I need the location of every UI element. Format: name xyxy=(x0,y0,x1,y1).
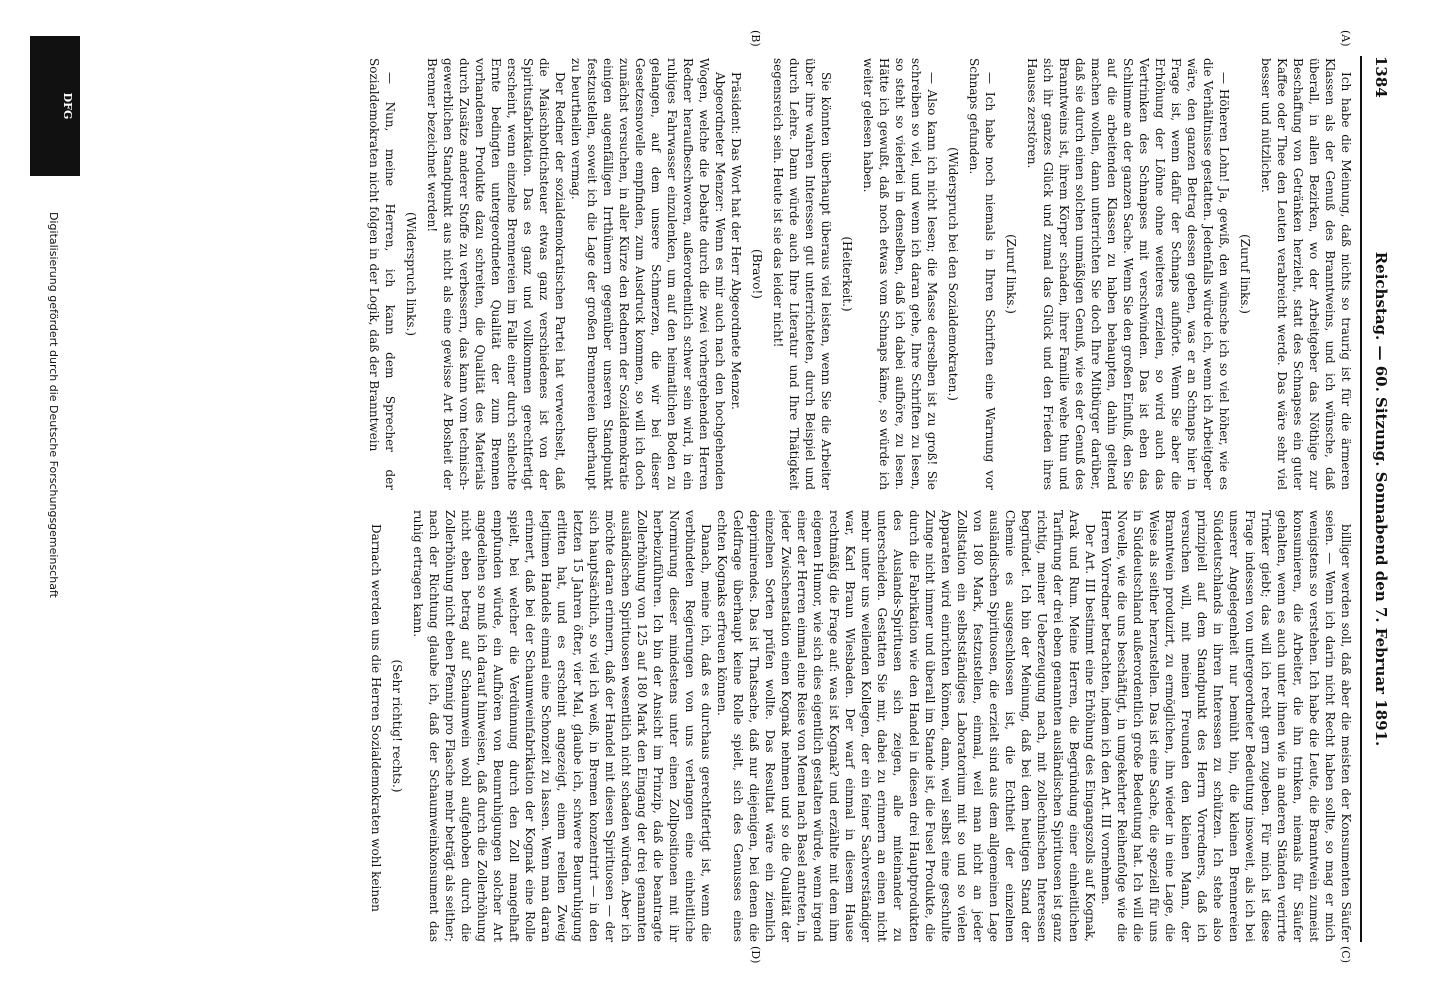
header-rule xyxy=(1360,56,1362,942)
paragraph: billiger werden soll, daß aber die meisten der Konsumenten Säufer seien. — Wenn ich darin nicht Recht haben sollte, so mag er mich wenigstens so verstehen. Ich habe die Leute, die Branntwein zumeist konsumieren, die Arbeiter, die ihn trinken, niemals für Säufer gehalten, wenn es auch unter ihnen wie in anderen Ständen verirrte Trinker giebt; das will ich recht gern zugeben. Für mich ist diese Frage indessen von untergeordneter Bedeutung insoweit, als ich bei unserer Angelegenheit nur bemüht bin, die kleinen Brennereien Süddeutschlands in ihren Interessen zu schützen. Ich stehe also prinzipiell auf dem Standpunkt des Herrn Vorredners, daß ich versuchen will, mit meinen Freunden den kleinen Mann, der Branntwein produzirt, zu ermöglichen, ihn wieder in eine Lage, die Weise als seither herzustellen. Das ist eine Sache, die speziell für uns in Süddeutschland außerordentlich große Bedeutung hat. Ich will die Novelle, wie die uns beschäftigt, in umgekehrter Reihenfolge wie die Herren Vorredner betrachten, indem ich den Art. III vornehmen. xyxy=(1099,510,1353,942)
paragraph: (Heiterkeit.) xyxy=(840,236,854,312)
paragraph: (Zuruf links.) xyxy=(1238,234,1252,314)
paragraph: Präsident: Das Wort hat der Herr Abgeordnete Menzer. xyxy=(729,72,743,410)
page-header xyxy=(1362,56,1390,942)
margin-marker-a: (A) xyxy=(1339,30,1352,47)
paragraph: — Nun, meine Herren, ich kann dem Sprecher der Sozialdemokraten nicht folgen in der Logik, daß der Branntwein xyxy=(367,58,397,490)
digitization-credit: Digitalisierung gefördert durch die Deutsche Forschungsgemeinschaft xyxy=(47,212,60,598)
margin-marker-b: (B) xyxy=(749,30,762,47)
paragraph: Ich habe die Meinung, daß nichts so traurig ist für die ärmeren Klassen als der Genuß des Branntweins, und ich wünsche, daß überall, in allen Bezirken, wo der Arbeitgeber das Nöthige zur Beschaffung von Getränken herzieht, statt des Schnapses ein guter Kaffee oder Thee den Leuten verabreicht werde. Das wäre sehr viel besser und nützlicher. xyxy=(1259,58,1353,490)
paragraph: Darnach werden uns die Herren Sozialdemokraten wohl keinen xyxy=(369,524,383,912)
paragraph: (Zuruf links.) xyxy=(1004,234,1018,314)
paragraph: (Sehr richtig! rechts.) xyxy=(390,659,404,793)
paragraph: — Ich habe noch niemals in Ihren Schriften eine Warnung vor Schnaps gefunden. xyxy=(967,58,997,490)
margin-marker-d: (D) xyxy=(749,946,762,964)
margin-marker-c: (C) xyxy=(1339,946,1352,963)
paragraph: (Bravo!) xyxy=(750,249,764,299)
paragraph: — Höheren Lohn! Ja, gewiß, den wünsche ich so viel höher, wie es die Verhältnisse gestatten. Jedenfalls würde ich, wenn ich Arbeitgeber wäre, den ganzen Betrag dessen geben, was er an Schnaps hier in Frage ist, wenn dafür der Schnaps aufhörte. Wenn Sie aber die Erhöhung der Löhne ohne weiteres erzielen, so wird auch das Vertrinken des Schnapses mit verschwinden. Das ist eben das Schlimme an der ganzen Sache. Wenn Sie den großen Einfluß, den Sie auf die arbeitenden Klassen zu haben behaupten, dahin geltend machen wollen, dann unterrichten Sie doch Ihre Mitbürger darüber, daß sie durch einen solchen unmäßigen Genuß, wie es der Genuß des Branntweins ist, ihrem Körper schaden, ihrer Familie wehe thun und sich ihr ganzes Glück und zumal das Glück und den Frieden ihres Hauses zerstören. xyxy=(1025,58,1231,490)
left-text-column xyxy=(154,58,1354,490)
paragraph: — Also kann ich nicht lesen; die Masse derselben ist zu groß! Sie schreiben so viel, und wenn ich daran gehe, Ihre Schriften zu lesen, so steht so vielerlei in denselben, daß ich dabei aufhöre, zu lesen. Hätte ich gewußt, daß noch etwas vom Schnaps käme, so würde ich weiter gelesen haben. xyxy=(861,58,939,490)
paragraph: Sie könnten überhaupt überaus viel leisten, wenn Sie die Arbeiter über ihre wahren Interessen gut unterrichteten, durch Beispiel und durch Lehre. Dann würde auch Ihre Literatur und Ihre Thätigkeit segensreich sein. Heute ist sie das leider nicht! xyxy=(771,58,833,490)
running-title: Reichstag. — 60. Sitzung. Sonnabend den 7. Februar 1891. xyxy=(1372,251,1390,747)
dfg-stamp: DFG xyxy=(30,36,80,176)
paragraph: Abgeordneter Menzer: Wenn es mir auch nach den hochgehenden Wogen, welche die Debatte durch die zwei vorhergehenden Herren Redner heraufbeschworen, außerordentlich schwer sein wird, in ein ruhiges Fahrwasser einzulenken, um auf den heimatlichen Boden zu gelangen, auf dem unsere Schmerzen, die wir bei dieser Gesetzesnovelle empfinden, zum Ausdruck kommen, so will ich doch zunächst versuchen, in aller Kürze den Rednern der Sozialdemokratie einigen augenfälligen Irrthümern gegenüber unseren Standpunkt festzustellen, soweit ich die Lage der großen Brennereien überhaupt zu beurtheilen vermag. xyxy=(569,58,727,490)
right-text-column xyxy=(154,510,1354,942)
paragraph: Danach, meine ich, daß es durchaus gerechtfertigt ist, wenn die verbündeten Regierungen von uns verlangen eine einheitliche Normirung dieser mindestens unter einen Zollpositionen mit ihr herbeizuführen. Ich bin der Ansicht im Prinzip, daß die beantragte Zollerhöhung von 125 auf 180 Mark den Eingang der drei genannten ausländischen Spirituosen wesentlich nicht schaden würden. Aber ich möchte daran erinnern, daß der Handel mit diesen Spirituosen — der sich hauptsächlich, so viel ich weiß, in Bremen konzentrirt — in den letzten 15 Jahren öfter, vier Mal, glaube ich, schwere Beunruhigung erlitten hat, und es erscheint angezeigt, einem reellen Zweig legitimen Handels einmal eine Schonzeit zu lassen. Wenn man daran erinnert, daß bei der Schaumweinfabrikation der Kognak eine Rolle spielt, bei welcher die Verdünnung durch den Zoll mangelhaft empfunden würde, ein Aufhören von Beunruhigungen solcher Art angedeihen so muß ich darauf hinweisen, daß durch die Zollerhöhung nicht eben betrag auf Schaumwein wohl aufgehoben durch die Zollerhöhung nicht eben Pfennig pro Flasche mehr beträgt als seither; nach der Richtung glaube ich, daß der Schaumweinkonsument das ruhig ertragen kann. xyxy=(411,510,713,942)
paragraph: (Widerspruch links.) xyxy=(404,211,418,337)
paragraph: Der Art. III bestimmt eine Erhöhung des Eingangszolls auf Kognak, Arak und Rum. Meine Herren, die Begründung einer einheitlichen Tarifirung der drei eben genannten ausländischen Spirituosen ist ganz richtig, meiner Ueberzeugung nach, mit zollechnischen Interessen begründet. Ich bin der Meinung, daß bei dem heutigen Stand der Chemie es ausgeschlossen ist, die Echtheit der einzelnen ausländischen Spirituosen, die erzielt sind aus dem allgemeinen Lage von 180 Mark, festzustellen, einmal, weil man nicht an jeder Zollstation ein selbstständiges Laboratorium mit so und so vielen Apparaten wird einrichten können, dann, weil selbst eine geschulte Zunge nicht immer und überall im Stande ist, die Fusel Produkte, die durch die Fabrikation wie den Handel in diesen drei Hauptprodukten des Auslands-Spiritusen sich zeigen, alle miteinander zu unterscheiden. Gestatten Sie mir, dabei zu erinnern an einen nicht mehr unter uns weilenden Kollegen, der ein feiner Sachverständiger war, Karl Braun Wiesbaden. Der warf einmal in diesem Hause rechtmäßig die Frage auf: was ist Kognak? und erzählte mit dem ihm eigenen Humor, wie sich dies eigentlich gestalten würde, wenn irgend einer der Herren einmal eine Reise von Memel nach Basel antreten, in jeder Zwischenstation einen Kognak nehmen und so die Qualität der einzelnen Sorten prüfen wollte. Das Resultat wäre ein ziemlich deprimirendes. Das ist Thatsache, daß nur diejenigen, bei denen die Geldfrage überhaupt keine Rolle spielt, sich des Genusses eines echten Kognaks erfreuen können. xyxy=(715,510,1097,942)
paragraph: (Widerspruch bei den Sozialdemokraten.) xyxy=(946,147,960,401)
page-number: 1384 xyxy=(1372,56,1390,98)
paragraph: Der Redner der sozialdemokratischen Partei hat verwechselt, daß die Maischbottichsteuer etwas ganz verschiedenes ist von der Spiritusfabrikation. Das es ganz und vollkommen gerechtfertigt erscheint, wenn einzelne Brennereien im Falle einer durch schlechte Ernte bedingten untergeordneten Qualität der zum Brennen vorhandenen Produkte dazu schreiten, die Qualität des Materials durch Zusätze anderer Stoffe zu verbessern, das kann vom technisch-gewerblichen Standpunkt aus nicht als eine gewisse Art Bosheit der Brenner bezeichnet werden! xyxy=(425,58,567,490)
